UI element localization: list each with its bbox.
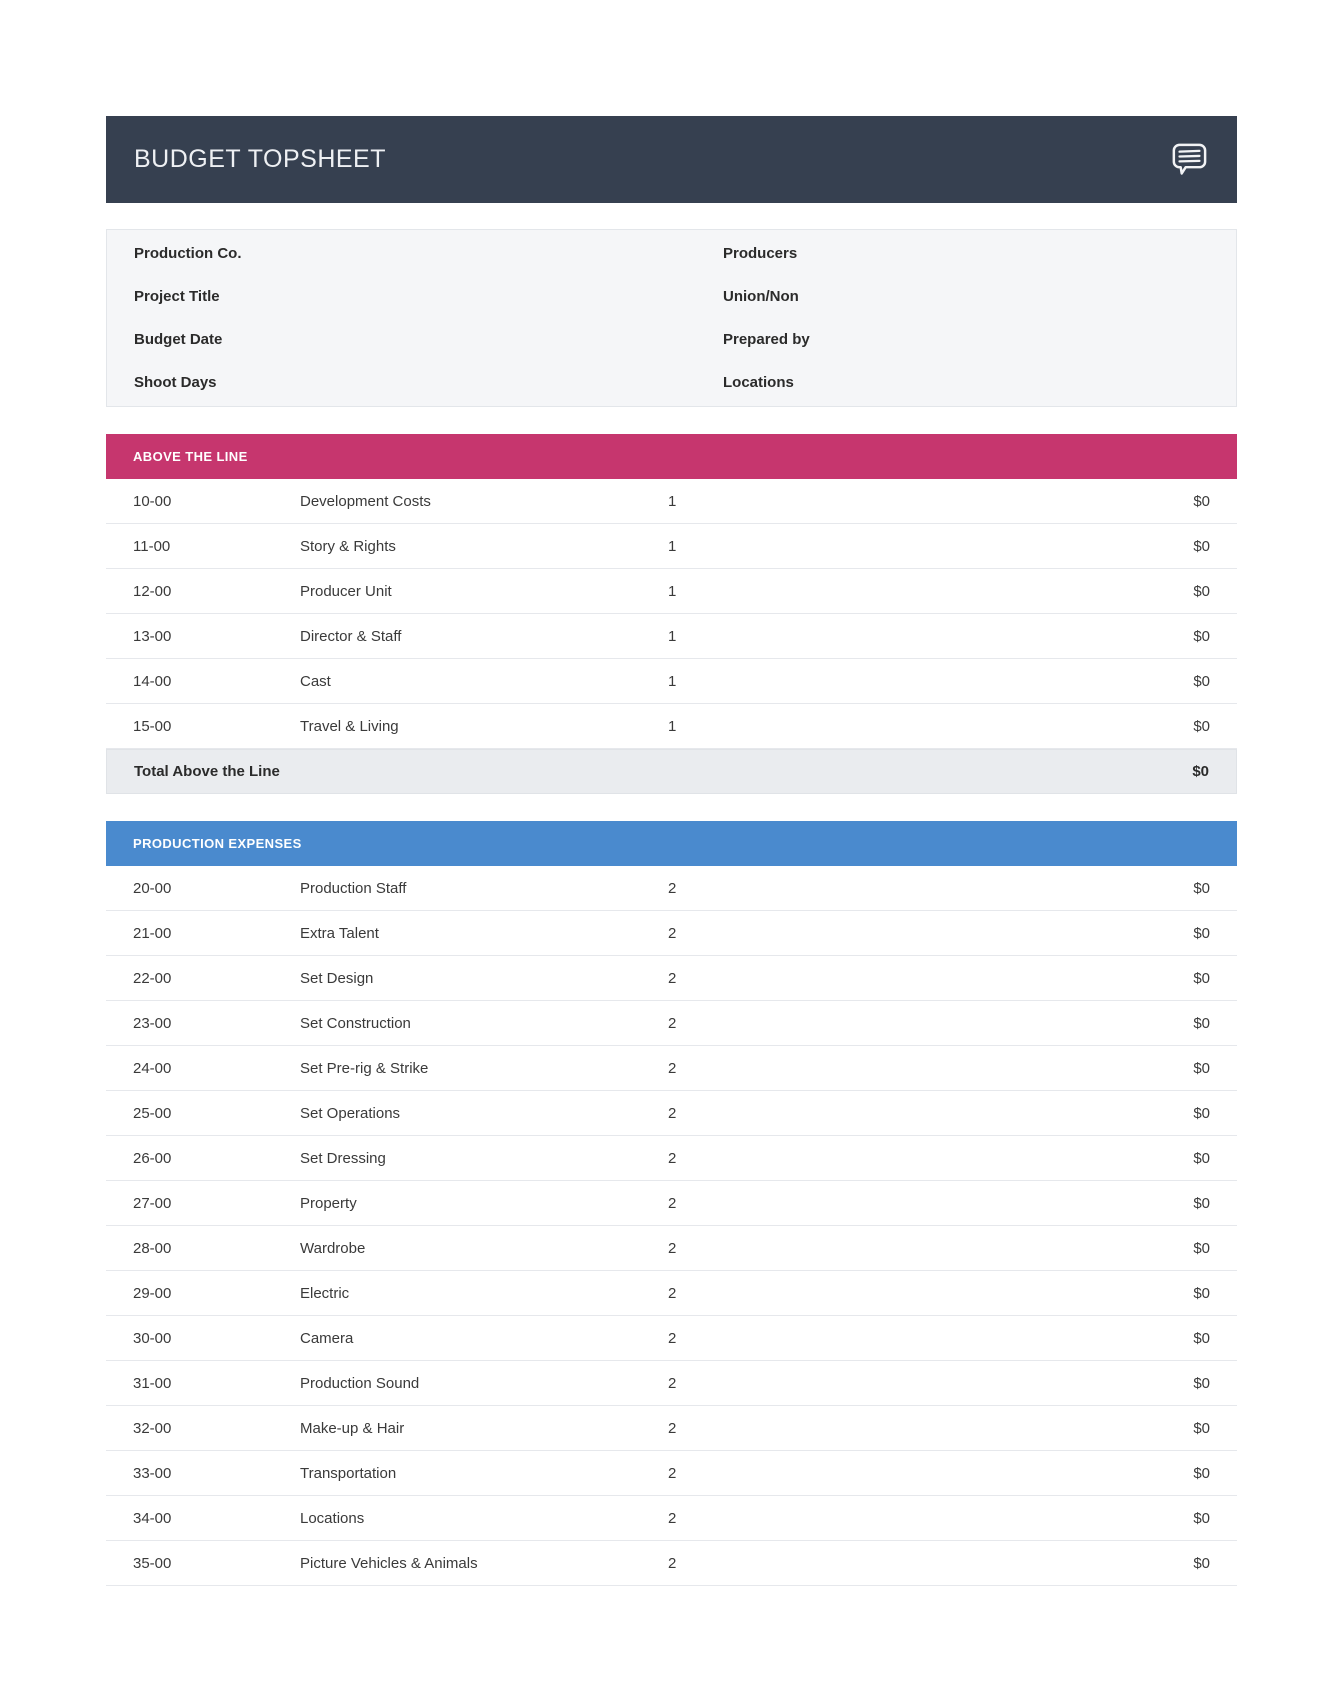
account-description: Property (300, 1194, 357, 1212)
account-code: 11-00 (133, 537, 171, 555)
budget-rows (106, 866, 1237, 1586)
page-number: 1 (668, 537, 677, 555)
account-description: Development Costs (300, 492, 431, 510)
amount-value: $0 (1193, 1554, 1210, 1572)
account-code: 24-00 (133, 1059, 172, 1077)
section-header-production-expenses (106, 821, 1237, 866)
account-description: Set Dressing (300, 1149, 386, 1167)
account-code: 34-00 (133, 1509, 172, 1527)
info-field-label: Union/Non (723, 288, 799, 305)
account-description: Make-up & Hair (300, 1419, 405, 1437)
budget-sections (106, 434, 1237, 1586)
budget-row (106, 614, 1237, 659)
page-title: BUDGET TOPSHEET (134, 145, 387, 173)
budget-row (106, 956, 1237, 1001)
amount-value: $0 (1193, 1329, 1210, 1347)
page-number: 2 (668, 1239, 677, 1257)
budget-row (106, 659, 1237, 704)
account-description: Production Staff (300, 879, 407, 897)
page-number: 2 (668, 1554, 677, 1572)
info-field-label: Prepared by (723, 331, 810, 348)
amount-value: $0 (1193, 492, 1210, 510)
section-above-the-line (106, 434, 1237, 794)
amount-value: $0 (1193, 1284, 1210, 1302)
account-code: 28-00 (133, 1239, 172, 1257)
account-code: 21-00 (133, 924, 172, 942)
total-amount: $0 (1192, 763, 1209, 780)
amount-value: $0 (1193, 1194, 1210, 1212)
info-field (134, 361, 723, 404)
budget-row (106, 1496, 1237, 1541)
comment-icon[interactable] (1169, 141, 1209, 179)
page-number: 1 (668, 627, 677, 645)
info-field (134, 318, 723, 361)
info-field-label: Project Title (134, 288, 220, 305)
amount-value: $0 (1193, 582, 1210, 600)
page-number: 2 (668, 969, 677, 987)
account-description: Set Pre-rig & Strike (300, 1059, 429, 1077)
section-total-row (106, 749, 1237, 794)
info-field-label: Producers (723, 245, 798, 262)
page-number: 2 (668, 1329, 677, 1347)
page-number: 2 (668, 1374, 677, 1392)
info-field-label: Budget Date (134, 331, 223, 348)
account-description: Wardrobe (300, 1239, 366, 1257)
amount-value: $0 (1193, 672, 1210, 690)
account-code: 15-00 (133, 717, 172, 735)
budget-row (106, 1361, 1237, 1406)
budget-row (106, 866, 1237, 911)
amount-value: $0 (1193, 1059, 1210, 1077)
budget-row (106, 1451, 1237, 1496)
amount-value: $0 (1193, 717, 1210, 735)
account-code: 14-00 (133, 672, 172, 690)
page-number: 2 (668, 1194, 677, 1212)
info-field (723, 232, 1209, 275)
page-number: 2 (668, 1104, 677, 1122)
amount-value: $0 (1193, 1149, 1210, 1167)
amount-value: $0 (1193, 1509, 1210, 1527)
budget-row (106, 1046, 1237, 1091)
budget-row (106, 1001, 1237, 1046)
page-number: 2 (668, 1509, 677, 1527)
budget-row (106, 1181, 1237, 1226)
account-description: Travel & Living (300, 717, 399, 735)
account-code: 25-00 (133, 1104, 172, 1122)
page-number: 2 (668, 924, 677, 942)
info-column-left (134, 232, 723, 404)
account-code: 33-00 (133, 1464, 172, 1482)
account-code: 12-00 (133, 582, 172, 600)
budget-row (106, 1316, 1237, 1361)
account-description: Electric (300, 1284, 350, 1302)
account-code: 30-00 (133, 1329, 172, 1347)
budget-row (106, 1541, 1237, 1586)
budget-row (106, 704, 1237, 749)
info-field-label: Production Co. (134, 245, 242, 262)
account-description: Camera (300, 1329, 354, 1347)
section-header-above-the-line (106, 434, 1237, 479)
amount-value: $0 (1193, 1014, 1210, 1032)
budget-row (106, 1226, 1237, 1271)
account-code: 32-00 (133, 1419, 172, 1437)
info-field (134, 232, 723, 275)
account-code: 26-00 (133, 1149, 172, 1167)
amount-value: $0 (1193, 1239, 1210, 1257)
page-number: 2 (668, 1059, 677, 1077)
amount-value: $0 (1193, 969, 1210, 987)
page-number: 1 (668, 582, 677, 600)
account-code: 13-00 (133, 627, 172, 645)
info-field-label: Locations (723, 374, 794, 391)
page-number: 2 (668, 879, 677, 897)
total-label: Total Above the Line (134, 763, 280, 780)
section-production-expenses (106, 821, 1237, 1586)
amount-value: $0 (1193, 1104, 1210, 1122)
account-description: Picture Vehicles & Animals (300, 1554, 478, 1572)
amount-value: $0 (1193, 1374, 1210, 1392)
account-code: 22-00 (133, 969, 172, 987)
account-description: Transportation (300, 1464, 397, 1482)
page-number: 1 (668, 717, 677, 735)
info-field (723, 318, 1209, 361)
account-description: Set Operations (300, 1104, 401, 1122)
budget-row (106, 911, 1237, 956)
page-number: 2 (668, 1149, 677, 1167)
section-title: PRODUCTION EXPENSES (133, 836, 302, 851)
amount-value: $0 (1193, 924, 1210, 942)
amount-value: $0 (1193, 1464, 1210, 1482)
page-number: 1 (668, 672, 677, 690)
account-description: Director & Staff (300, 627, 402, 645)
budget-row (106, 1271, 1237, 1316)
account-code: 23-00 (133, 1014, 172, 1032)
account-description: Set Design (300, 969, 374, 987)
budget-rows (106, 479, 1237, 749)
budget-row (106, 524, 1237, 569)
account-description: Set Construction (300, 1014, 411, 1032)
account-code: 31-00 (133, 1374, 172, 1392)
amount-value: $0 (1193, 627, 1210, 645)
account-code: 20-00 (133, 879, 172, 897)
amount-value: $0 (1193, 879, 1210, 897)
account-description: Story & Rights (300, 537, 396, 555)
budget-row (106, 1406, 1237, 1451)
account-description: Cast (300, 672, 331, 690)
page-number: 2 (668, 1014, 677, 1032)
account-description: Extra Talent (300, 924, 379, 942)
account-code: 10-00 (133, 492, 172, 510)
budget-row (106, 479, 1237, 524)
page-number: 2 (668, 1419, 677, 1437)
production-info-panel (106, 229, 1237, 407)
account-code: 35-00 (133, 1554, 172, 1572)
page-number: 1 (668, 492, 677, 510)
amount-value: $0 (1193, 537, 1210, 555)
info-field (723, 275, 1209, 318)
page-header (106, 116, 1237, 203)
account-code: 29-00 (133, 1284, 172, 1302)
budget-row (106, 1091, 1237, 1136)
info-field (134, 275, 723, 318)
budget-row (106, 569, 1237, 614)
section-title: ABOVE THE LINE (133, 449, 248, 464)
info-field (723, 361, 1209, 404)
page-number: 2 (668, 1464, 677, 1482)
page-number: 2 (668, 1284, 677, 1302)
info-column-right (723, 232, 1209, 404)
account-description: Production Sound (300, 1374, 420, 1392)
budget-row (106, 1136, 1237, 1181)
budget-topsheet-page (106, 116, 1237, 1586)
amount-value: $0 (1193, 1419, 1210, 1437)
account-description: Locations (300, 1509, 365, 1527)
info-field-label: Shoot Days (134, 374, 217, 391)
account-code: 27-00 (133, 1194, 172, 1212)
account-description: Producer Unit (300, 582, 392, 600)
